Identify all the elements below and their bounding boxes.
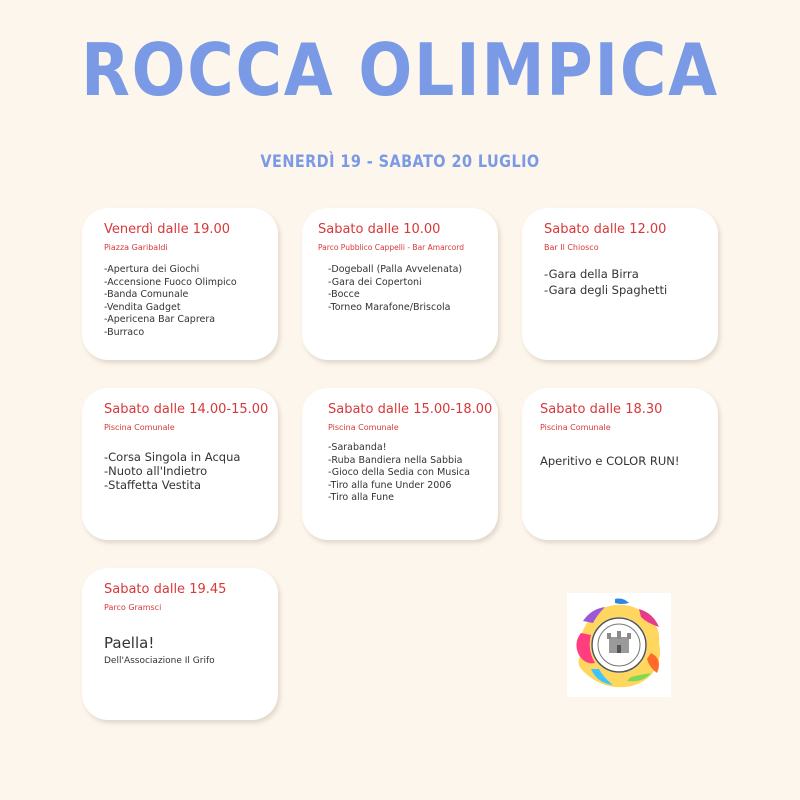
logo-icon [567, 593, 671, 697]
activity-item: -Accensione Fuoco Olimpico [104, 276, 237, 288]
activity-item: -Corsa Singola in Acqua [104, 450, 241, 464]
event-dates: VENERDÌ 19 - SABATO 20 LUGLIO [260, 152, 540, 172]
activity-item: -Nuoto all'Indietro [104, 464, 208, 478]
card-place: Piscina Comunale [540, 423, 611, 432]
activity-item: -Sarabanda! [328, 442, 387, 453]
activity-item: -Banda Comunale [104, 289, 189, 300]
activity-list [104, 450, 268, 492]
activity-item: -Torneo Marafone/Briscola [328, 301, 451, 313]
activity-item: -Tiro alla Fune [328, 492, 395, 503]
card-time: Sabato dalle 12.00 [544, 222, 667, 237]
schedule-card-sabato-1200 [522, 208, 718, 360]
activity-item: -Tiro alla fune Under 2006 [328, 479, 452, 491]
activity-list [544, 266, 708, 298]
card-time: Sabato dalle 19.45 [104, 582, 227, 597]
schedule-card-sabato-1400 [82, 388, 278, 540]
card-place: Parco Gramsci [104, 603, 162, 612]
activity-item: -Gara degli Spaghetti [544, 283, 668, 297]
activity-text: Aperitivo e COLOR RUN! [540, 454, 680, 468]
activity-item: -Vendita Gadget [104, 301, 181, 313]
card-place: Piscina Comunale [104, 423, 175, 432]
activity-item: -Burraco [104, 326, 145, 338]
schedule-card-venerdi-1900 [82, 208, 278, 360]
activity-note: Dell'Associazione Il Grifo [104, 656, 215, 666]
activity-item: -Staffetta Vestita [104, 478, 202, 492]
card-place: Piscina Comunale [328, 423, 399, 432]
activity-item: -Gioco della Sedia con Musica [328, 467, 470, 478]
card-time: Sabato dalle 14.00-15.00 [104, 402, 269, 417]
card-place: Piazza Garibaldi [104, 243, 168, 252]
activity-item: -Gara dei Copertoni [328, 276, 422, 288]
card-place: Bar Il Chiosco [544, 243, 599, 252]
page-title: ROCCA OLIMPICA [81, 28, 719, 112]
card-time: Sabato dalle 15.00-18.00 [328, 402, 493, 417]
card-place: Parco Pubblico Cappelli - Bar Amarcord [318, 243, 465, 252]
schedule-card-sabato-1830 [522, 388, 718, 540]
colorful-splash-emblem-logo [567, 593, 671, 697]
schedule-card-sabato-1945 [82, 568, 278, 720]
activity-item: -Apertura dei Giochi [104, 264, 200, 275]
schedule-card-sabato-1500 [302, 388, 498, 540]
schedule-card-sabato-1000 [302, 208, 498, 360]
activity-list [328, 442, 488, 505]
card-time: Venerdì dalle 19.00 [104, 222, 231, 237]
activity-list [104, 264, 268, 339]
card-time: Sabato dalle 18.30 [540, 402, 663, 417]
activity-item: -Bocce [328, 289, 360, 300]
activity-item: -Dogeball (Palla Avvelenata) [328, 264, 463, 275]
activity-item: -Ruba Bandiera nella Sabbia [328, 454, 463, 466]
activity-highlight: Paella! [104, 634, 155, 652]
activity-item: -Gara della Birra [544, 267, 639, 281]
activity-item: -Apericena Bar Caprera [104, 314, 216, 325]
activity-list [318, 264, 488, 314]
card-time: Sabato dalle 10.00 [318, 222, 441, 237]
